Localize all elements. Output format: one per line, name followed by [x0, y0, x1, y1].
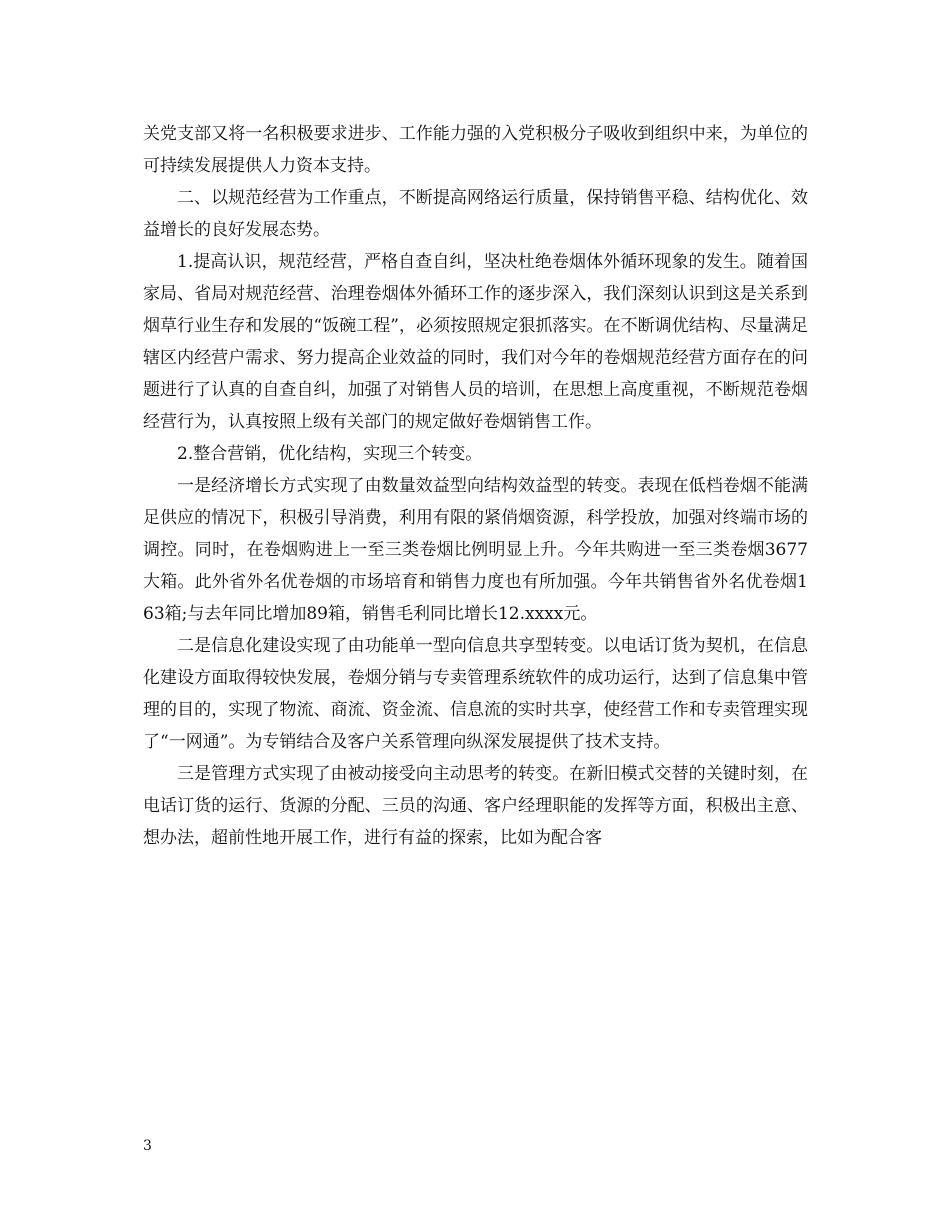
paragraph-6: 二是信息化建设实现了由功能单一型向信息共享型转变。以电话订货为契机，在信息化建设方面取得较快发展，卷烟分销与专卖管理系统软件的成功运行，达到了信息集中管理的目的，实现了物流、商流、资金流、信息流的实时共享，使经营工作和专卖管理实现了“一网通”。为专销结合及客户关系管理向纵深发展提供了技术支持。: [143, 636, 808, 752]
paragraph-2: 二、以规范经营为工作重点，不断提高网络运行质量，保持销售平稳、结构优化、效益增长的良好发展态势。: [143, 188, 808, 240]
paragraph-1: 关党支部又将一名积极要求进步、工作能力强的入党积极分子吸收到组织中来，为单位的可持续发展提供人力资本支持。: [143, 124, 808, 176]
paragraph-7: 三是管理方式实现了由被动接受向主动思考的转变。在新旧模式交替的关键时刻，在电话订货的运行、货源的分配、三员的沟通、客户经理职能的发挥等方面，积极出主意、想办法，超前性地开展工作，进行有益的探索，比如为配合客: [143, 764, 808, 848]
document-body: [143, 118, 808, 854]
paragraph-3: 1.提高认识，规范经营，严格自查自纠，坚决杜绝卷烟体外循环现象的发生。随着国家局、省局对规范经营、治理卷烟体外循环工作的逐步深入，我们深刻认识到这是关系到烟草行业生存和发展的“饭碗工程”，必须按照规定狠抓落实。在不断调优结构、尽量满足辖区内经营户需求、努力提高企业效益的同时，我们对今年的卷烟规范经营方面存在的问题进行了认真的自查自纠，加强了对销售人员的培训，在思想上高度重视，不断规范卷烟经营行为，认真按照上级有关部门的规定做好卷烟销售工作。: [143, 252, 808, 432]
page-number: 3: [143, 1138, 152, 1154]
paragraph-4: 2.整合营销，优化结构，实现三个转变。: [177, 444, 483, 464]
paragraph-5: 一是经济增长方式实现了由数量效益型向结构效益型的转变。表现在低档卷烟不能满足供应的情况下，积极引导消费，利用有限的紧俏烟资源，科学投放，加强对终端市场的调控。同时，在卷烟购进上一至三类卷烟比例明显上升。今年共购进一至三类卷烟3677大箱。此外省外名优卷烟的市场培育和销售力度也有所加强。今年共销售省外名优卷烟163箱;与去年同比增加89箱，销售毛利同比增长12.xxxx元。: [143, 476, 808, 624]
